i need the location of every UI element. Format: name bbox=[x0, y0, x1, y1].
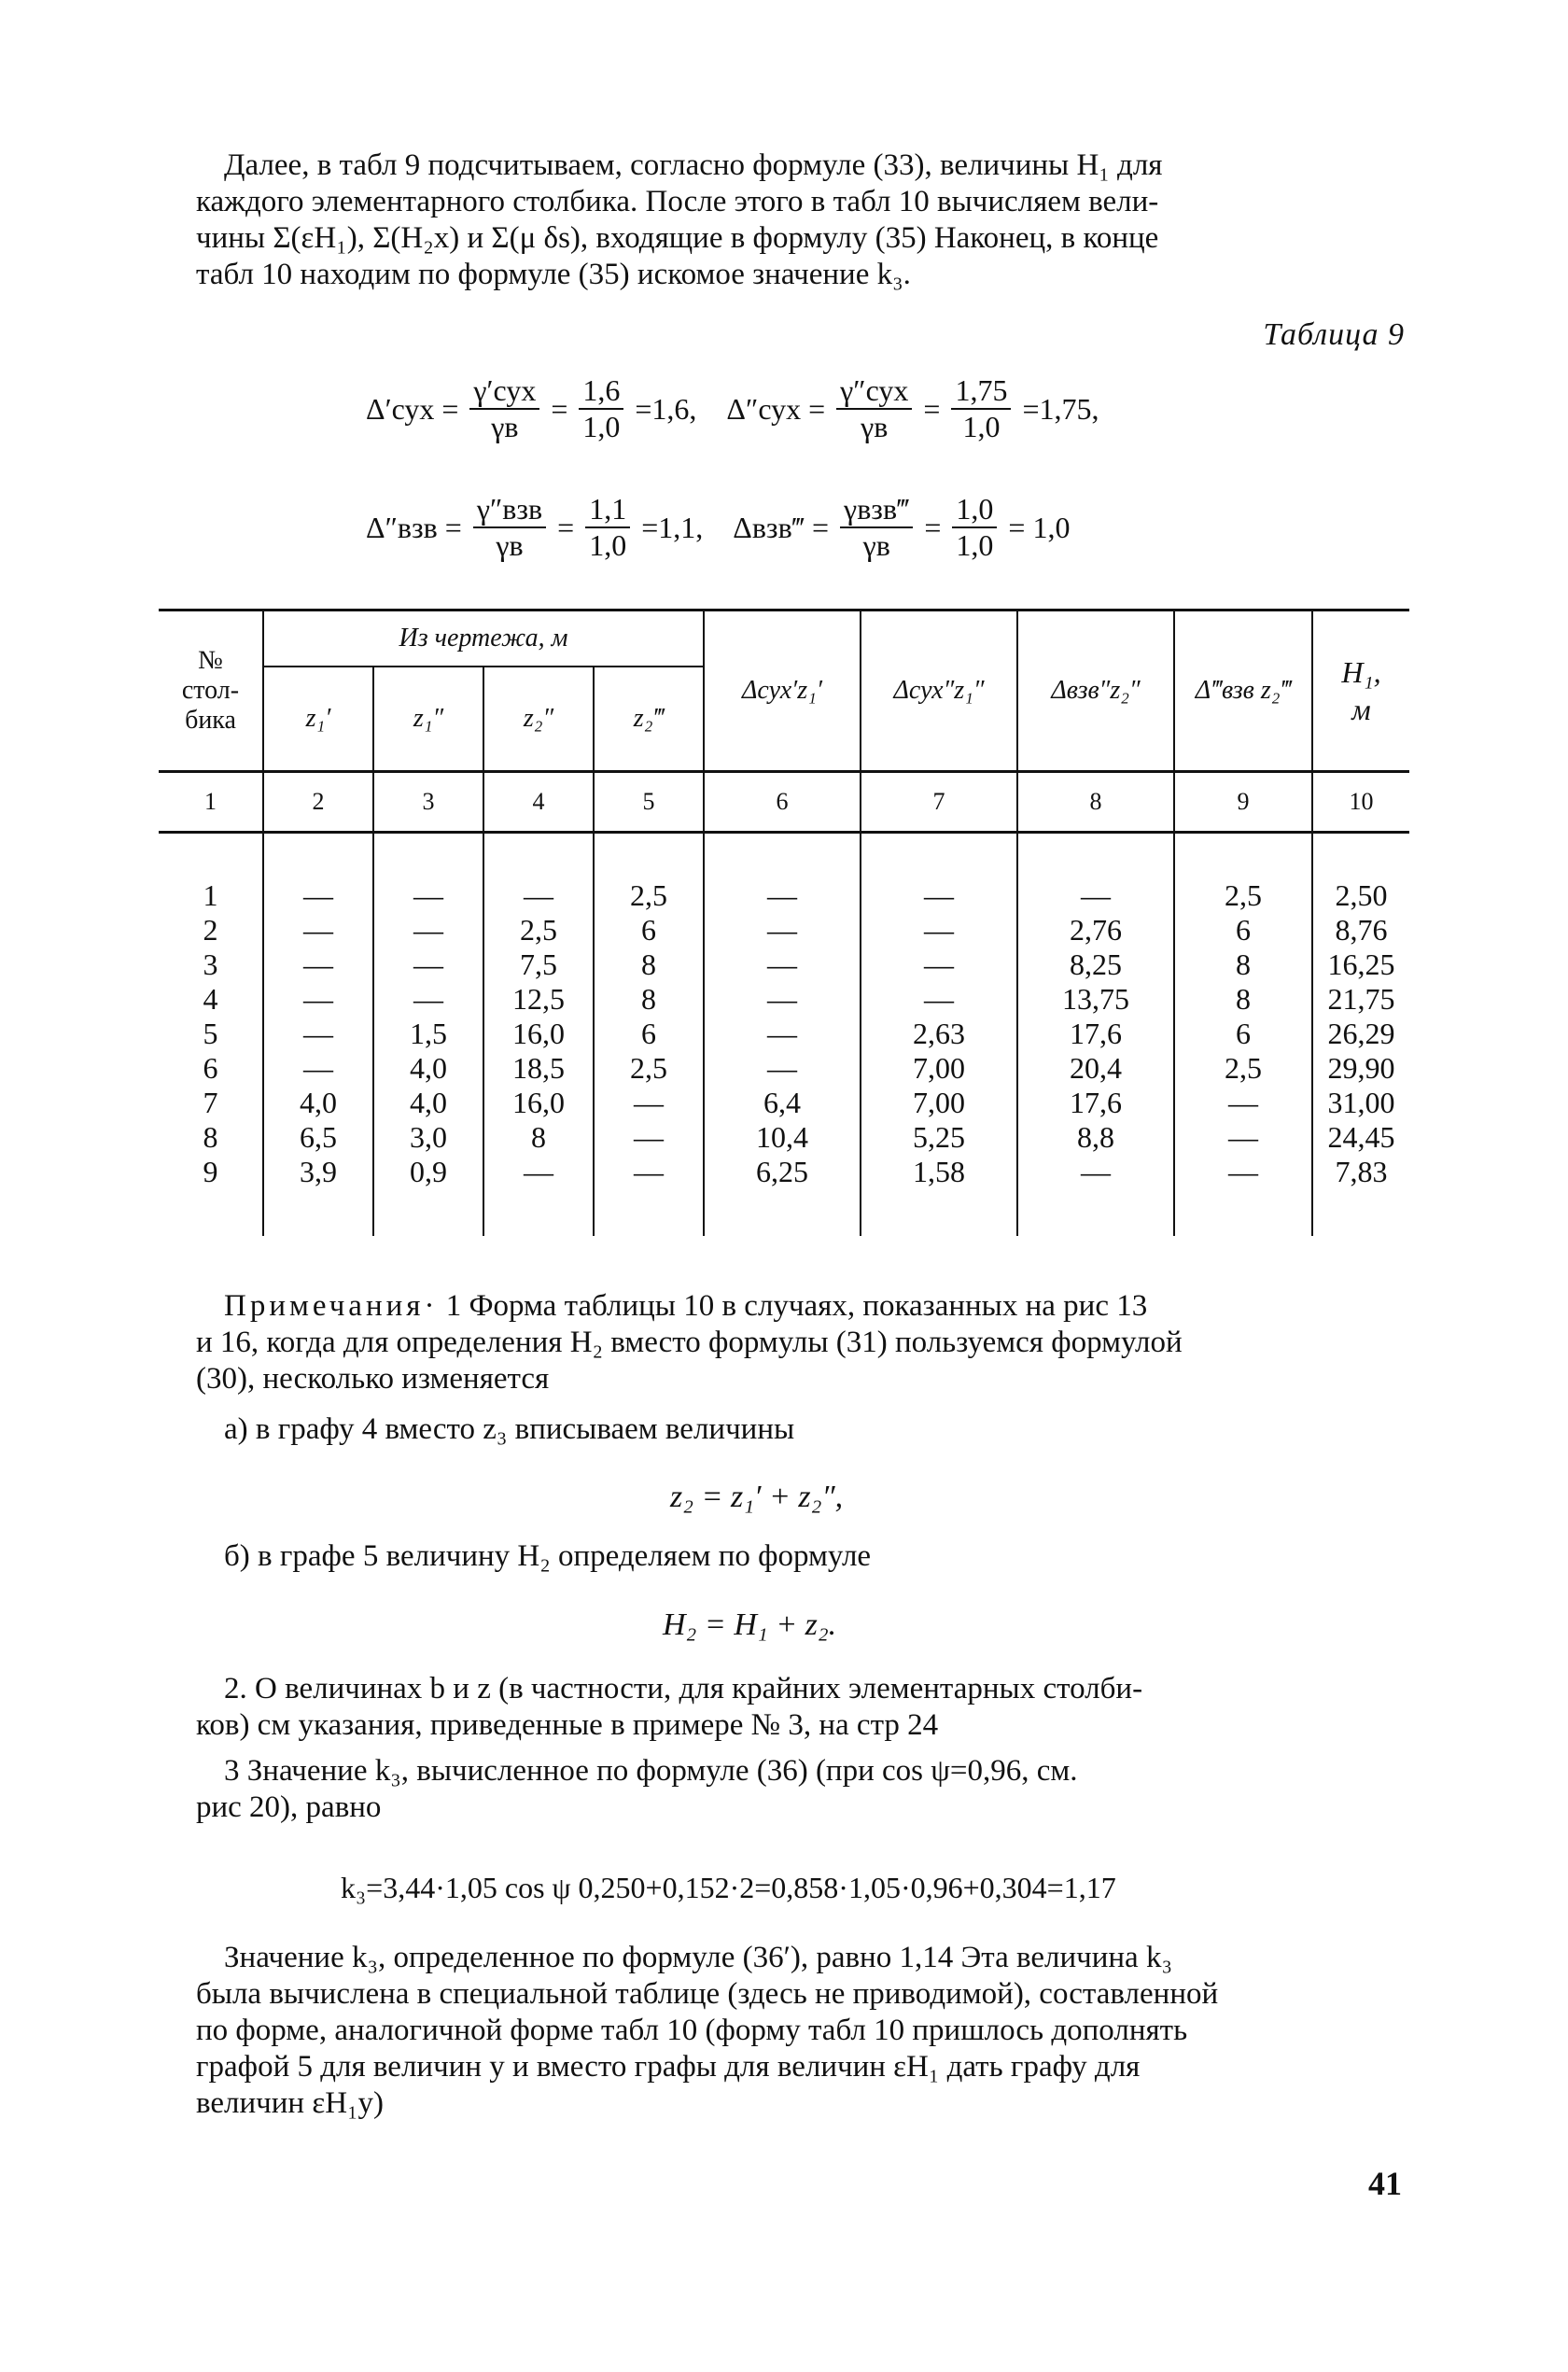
numerator: γ″взв bbox=[473, 492, 546, 528]
table-cell: — bbox=[861, 982, 1017, 1017]
table-cell: 2 bbox=[203, 913, 218, 947]
table-cell: 7 bbox=[203, 1086, 218, 1119]
column-number: 7 bbox=[861, 772, 1017, 833]
header-text: Δвзв″z₂″ bbox=[1051, 676, 1141, 705]
equals-sign: = bbox=[923, 391, 941, 426]
table-row bbox=[159, 982, 1409, 1017]
table-cell: 16,0 bbox=[483, 1086, 594, 1120]
final-line: графой 5 для величин y и вместо графы для величин εH₁ дать графу для bbox=[196, 2050, 1141, 2084]
page-number: 41 bbox=[1368, 2165, 1402, 2202]
header-cell bbox=[1017, 611, 1174, 772]
column-number: 8 bbox=[1017, 772, 1174, 833]
notes-heading: Примечания· bbox=[224, 1289, 439, 1323]
header-text: стол- bbox=[181, 676, 240, 705]
table-cell: 6 bbox=[594, 1017, 704, 1051]
column-number: 9 bbox=[1174, 772, 1312, 833]
table-cell: 2,5 bbox=[1174, 1051, 1312, 1086]
table-cell: — bbox=[594, 1086, 704, 1120]
table-cell: 5,25 bbox=[861, 1120, 1017, 1155]
table-cell: 16,25 bbox=[1312, 947, 1409, 982]
table-body bbox=[159, 833, 1409, 1237]
header-text: м bbox=[1351, 693, 1371, 726]
table-cell: — bbox=[704, 913, 861, 947]
table-cell: — bbox=[1174, 1120, 1312, 1155]
intro-line: чины Σ(εH₁), Σ(H₂x) и Σ(μ δs), входящие в формулу (35) Наконец, в конце bbox=[196, 221, 1159, 255]
table-cell: 1,58 bbox=[861, 1155, 1017, 1236]
intro-line: табл 10 находим по формуле (35) искомое значение k₃. bbox=[196, 258, 911, 291]
intro-line: Далее, в табл 9 подсчитываем, согласно формуле (33), величины H₁ для bbox=[224, 148, 1163, 182]
header-text: бика bbox=[185, 706, 236, 735]
fraction bbox=[840, 492, 913, 563]
note-line: 2. О величинах b и z (в частности, для крайних элементарных столби- bbox=[224, 1672, 1143, 1705]
table-cell: 13,75 bbox=[1017, 982, 1174, 1017]
table-cell: — bbox=[263, 913, 373, 947]
header-text: z₁′ bbox=[305, 704, 331, 733]
table-cell: 3,9 bbox=[263, 1155, 373, 1236]
table-cell: 1,5 bbox=[373, 1017, 483, 1051]
table-cell: 9 bbox=[203, 1155, 218, 1188]
equals-sign: = bbox=[557, 510, 575, 544]
table-cell: — bbox=[704, 833, 861, 914]
table-cell: 6,4 bbox=[704, 1086, 861, 1120]
table-cell: — bbox=[373, 947, 483, 982]
numerator: 1,0 bbox=[952, 492, 997, 528]
fraction bbox=[469, 373, 539, 444]
header-group-drawing bbox=[263, 611, 704, 667]
formula-row-1 bbox=[366, 373, 1099, 444]
note-line bbox=[196, 1288, 1409, 1325]
note-text: 1 Форма таблицы 10 в случаях, показанных на рис 13 bbox=[445, 1289, 1148, 1323]
denominator: γв bbox=[862, 528, 890, 562]
column-number-row bbox=[159, 772, 1409, 833]
table-cell: 8 bbox=[203, 1120, 218, 1154]
table-cell: — bbox=[1174, 1086, 1312, 1120]
table-cell: — bbox=[1017, 1155, 1174, 1236]
formula-lhs: Δ′сух = bbox=[366, 391, 459, 426]
table-cell: 6,5 bbox=[263, 1120, 373, 1155]
column-number: 5 bbox=[594, 772, 704, 833]
header-text: z₂‴ bbox=[633, 704, 665, 733]
header-cell bbox=[861, 611, 1017, 772]
note-item-b: б) в графе 5 величину H₂ определяем по формуле bbox=[224, 1539, 872, 1573]
note-2 bbox=[196, 1671, 1409, 1744]
numerator: 1,1 bbox=[585, 492, 630, 528]
table-cell: 3,0 bbox=[373, 1120, 483, 1155]
table-cell: — bbox=[483, 833, 594, 914]
table-cell: 2,5 bbox=[483, 913, 594, 947]
header-cell bbox=[483, 667, 594, 772]
column-number: 1 bbox=[159, 772, 263, 833]
table-cell: 26,29 bbox=[1312, 1017, 1409, 1051]
table-cell: — bbox=[1017, 833, 1174, 914]
header-text: Из чертежа, м bbox=[399, 624, 568, 653]
table-cell: 2,5 bbox=[1174, 833, 1312, 914]
formula-lhs: Δ″взв = bbox=[366, 510, 462, 544]
table-cell: 16,0 bbox=[483, 1017, 594, 1051]
final-line: величин εH₁y) bbox=[196, 2086, 385, 2120]
numerator: 1,75 bbox=[951, 373, 1011, 410]
table-cell: 6 bbox=[594, 913, 704, 947]
note-line: 3 Значение k₃, вычисленное по формуле (36) (при cos ψ=0,96, см. bbox=[224, 1754, 1078, 1788]
header-cell bbox=[263, 667, 373, 772]
table-row bbox=[159, 1155, 1409, 1236]
table-cell: 8 bbox=[1174, 982, 1312, 1017]
table-row bbox=[159, 913, 1409, 947]
table-cell: — bbox=[373, 833, 483, 914]
table-cell: — bbox=[263, 1051, 373, 1086]
table-cell: 6 bbox=[1174, 1017, 1312, 1051]
table-row bbox=[159, 947, 1409, 982]
formula-k3: k₃=3,44·1,05 cos ψ 0,250+0,152·2=0,858·1,05·0,96+0,304=1,17 bbox=[341, 1871, 1116, 1904]
intro-paragraph bbox=[196, 147, 1409, 293]
table-cell: 8,25 bbox=[1017, 947, 1174, 982]
note-line: (30), несколько изменяется bbox=[196, 1362, 550, 1396]
final-line: по форме, аналогичной форме табл 10 (форму табл 10 пришлось дополнять bbox=[196, 2014, 1188, 2047]
table-row bbox=[159, 1017, 1409, 1051]
table-cell: 8 bbox=[483, 1120, 594, 1155]
note-3 bbox=[196, 1753, 1409, 1826]
table-cell: — bbox=[373, 913, 483, 947]
table-row bbox=[159, 1051, 1409, 1086]
table-cell: 4,0 bbox=[373, 1086, 483, 1120]
header-text: z₁″ bbox=[413, 704, 444, 733]
column-number: 6 bbox=[704, 772, 861, 833]
formula-h2: H₂ = H₁ + z₂. bbox=[663, 1607, 837, 1642]
numerator: γ′сух bbox=[469, 373, 539, 410]
denominator: 1,0 bbox=[962, 410, 1001, 443]
table-cell: 2,63 bbox=[861, 1017, 1017, 1051]
table-cell: 2,5 bbox=[594, 833, 704, 914]
header-text: Δсух′z₁′ bbox=[741, 676, 823, 705]
note-line: и 16, когда для определения H₂ вместо формулы (31) пользуемся формулой bbox=[196, 1326, 1183, 1359]
formula-lhs: Δ″сух = bbox=[726, 391, 826, 426]
intro-line: каждого элементарного столбика. После этого в табл 10 вычисляем вели- bbox=[196, 185, 1159, 218]
denominator: 1,0 bbox=[956, 528, 994, 562]
note-line: рис 20), равно bbox=[196, 1790, 382, 1824]
header-cell bbox=[704, 611, 861, 772]
final-line: была вычислена в специальной таблице (здесь не приводимой), составленной bbox=[196, 1977, 1219, 2011]
table-cell: 4,0 bbox=[373, 1051, 483, 1086]
fraction bbox=[952, 492, 997, 563]
formula-result: =1,75, bbox=[1022, 391, 1099, 426]
table-cell: 31,00 bbox=[1312, 1086, 1409, 1120]
table-cell: 4,0 bbox=[263, 1086, 373, 1120]
table-cell: — bbox=[263, 982, 373, 1017]
table-cell: 10,4 bbox=[704, 1120, 861, 1155]
table-cell: — bbox=[1174, 1155, 1312, 1236]
table-cell: 29,90 bbox=[1312, 1051, 1409, 1086]
note-1 bbox=[196, 1288, 1409, 1397]
table-9 bbox=[159, 609, 1409, 1236]
final-line: Значение k₃, определенное по формуле (36′), равно 1,14 Эта величина k₃ bbox=[224, 1941, 1172, 1974]
final-paragraph bbox=[196, 1940, 1409, 2122]
table-cell: 8 bbox=[1174, 947, 1312, 982]
header-text: z₂″ bbox=[523, 704, 554, 733]
fraction bbox=[585, 492, 630, 563]
header-cell bbox=[1174, 611, 1312, 772]
header-text: H₁, bbox=[1341, 655, 1381, 689]
table-cell: 0,9 bbox=[373, 1155, 483, 1236]
table-cell: 8 bbox=[594, 947, 704, 982]
note-line: ков) см указания, приведенные в примере № 3, на стр 24 bbox=[196, 1708, 939, 1742]
header-column-number bbox=[159, 611, 263, 772]
table-caption: Таблица 9 bbox=[1263, 317, 1405, 352]
formula-z2: z₂ = z₁′ + z₂″, bbox=[670, 1480, 844, 1514]
table-cell: — bbox=[594, 1155, 704, 1236]
formula-result: = 1,0 bbox=[1008, 510, 1071, 544]
table-cell: — bbox=[704, 1051, 861, 1086]
numerator: 1,6 bbox=[579, 373, 623, 410]
table-cell: — bbox=[704, 982, 861, 1017]
column-number: 10 bbox=[1312, 772, 1409, 833]
table-cell: — bbox=[483, 1155, 594, 1236]
table-cell: 7,83 bbox=[1312, 1155, 1409, 1236]
table-cell: — bbox=[263, 947, 373, 982]
table-cell: 24,45 bbox=[1312, 1120, 1409, 1155]
column-number: 4 bbox=[483, 772, 594, 833]
column-number: 3 bbox=[373, 772, 483, 833]
table-cell: 12,5 bbox=[483, 982, 594, 1017]
table-cell: 6,25 bbox=[704, 1155, 861, 1236]
table-cell: 2,76 bbox=[1017, 913, 1174, 947]
table-cell: — bbox=[704, 1017, 861, 1051]
fraction bbox=[579, 373, 623, 444]
table-cell: 6 bbox=[1174, 913, 1312, 947]
denominator: 1,0 bbox=[589, 528, 627, 562]
table-cell: 7,00 bbox=[861, 1051, 1017, 1086]
table-cell: — bbox=[704, 947, 861, 982]
fraction bbox=[836, 373, 912, 444]
table-cell: 7,00 bbox=[861, 1086, 1017, 1120]
table-cell: 1 bbox=[203, 878, 218, 912]
table-cell: 17,6 bbox=[1017, 1017, 1174, 1051]
formula-result: =1,6, bbox=[635, 391, 697, 426]
table-cell: 2,50 bbox=[1312, 833, 1409, 914]
table-cell: 2,5 bbox=[594, 1051, 704, 1086]
table-cell: 6 bbox=[203, 1051, 218, 1085]
table-cell: — bbox=[861, 947, 1017, 982]
table-cell: — bbox=[373, 982, 483, 1017]
denominator: γв bbox=[491, 410, 519, 443]
table-cell: 8 bbox=[594, 982, 704, 1017]
table-cell: — bbox=[861, 913, 1017, 947]
numerator: γвзв‴ bbox=[840, 492, 913, 528]
table-cell: 20,4 bbox=[1017, 1051, 1174, 1086]
header-cell bbox=[373, 667, 483, 772]
table-cell: 7,5 bbox=[483, 947, 594, 982]
table-cell: 21,75 bbox=[1312, 982, 1409, 1017]
header-cell bbox=[594, 667, 704, 772]
table-cell: 8,76 bbox=[1312, 913, 1409, 947]
table-cell: 17,6 bbox=[1017, 1086, 1174, 1120]
table-cell: 3 bbox=[203, 947, 218, 981]
formula-row-2 bbox=[366, 492, 1070, 563]
equals-sign: = bbox=[551, 391, 568, 426]
denominator: 1,0 bbox=[582, 410, 621, 443]
denominator: γв bbox=[496, 528, 524, 562]
table-cell: — bbox=[263, 1017, 373, 1051]
table-cell: 4 bbox=[203, 982, 218, 1016]
table-row bbox=[159, 833, 1409, 914]
header-text: Δ‴взв z₂‴ bbox=[1195, 676, 1292, 705]
fraction bbox=[951, 373, 1011, 444]
denominator: γв bbox=[861, 410, 889, 443]
equals-sign: = bbox=[924, 510, 942, 544]
table-cell: 5 bbox=[203, 1017, 218, 1050]
table-cell: 8,8 bbox=[1017, 1120, 1174, 1155]
header-text: Δсух″z₁″ bbox=[893, 676, 985, 705]
note-item-a: а) в графу 4 вместо z₃ вписываем величины bbox=[224, 1412, 795, 1446]
header-cell bbox=[1312, 611, 1409, 772]
formula-result: =1,1, bbox=[641, 510, 704, 544]
column-number: 2 bbox=[263, 772, 373, 833]
header-text: № bbox=[198, 646, 223, 675]
table-cell: — bbox=[263, 833, 373, 914]
table-row bbox=[159, 1086, 1409, 1120]
table-cell: — bbox=[861, 833, 1017, 914]
formula-lhs: Δвзв‴ = bbox=[733, 510, 830, 544]
numerator: γ″сух bbox=[836, 373, 912, 410]
fraction bbox=[473, 492, 546, 563]
table-cell: 18,5 bbox=[483, 1051, 594, 1086]
table-row bbox=[159, 1120, 1409, 1155]
table-cell: — bbox=[594, 1120, 704, 1155]
